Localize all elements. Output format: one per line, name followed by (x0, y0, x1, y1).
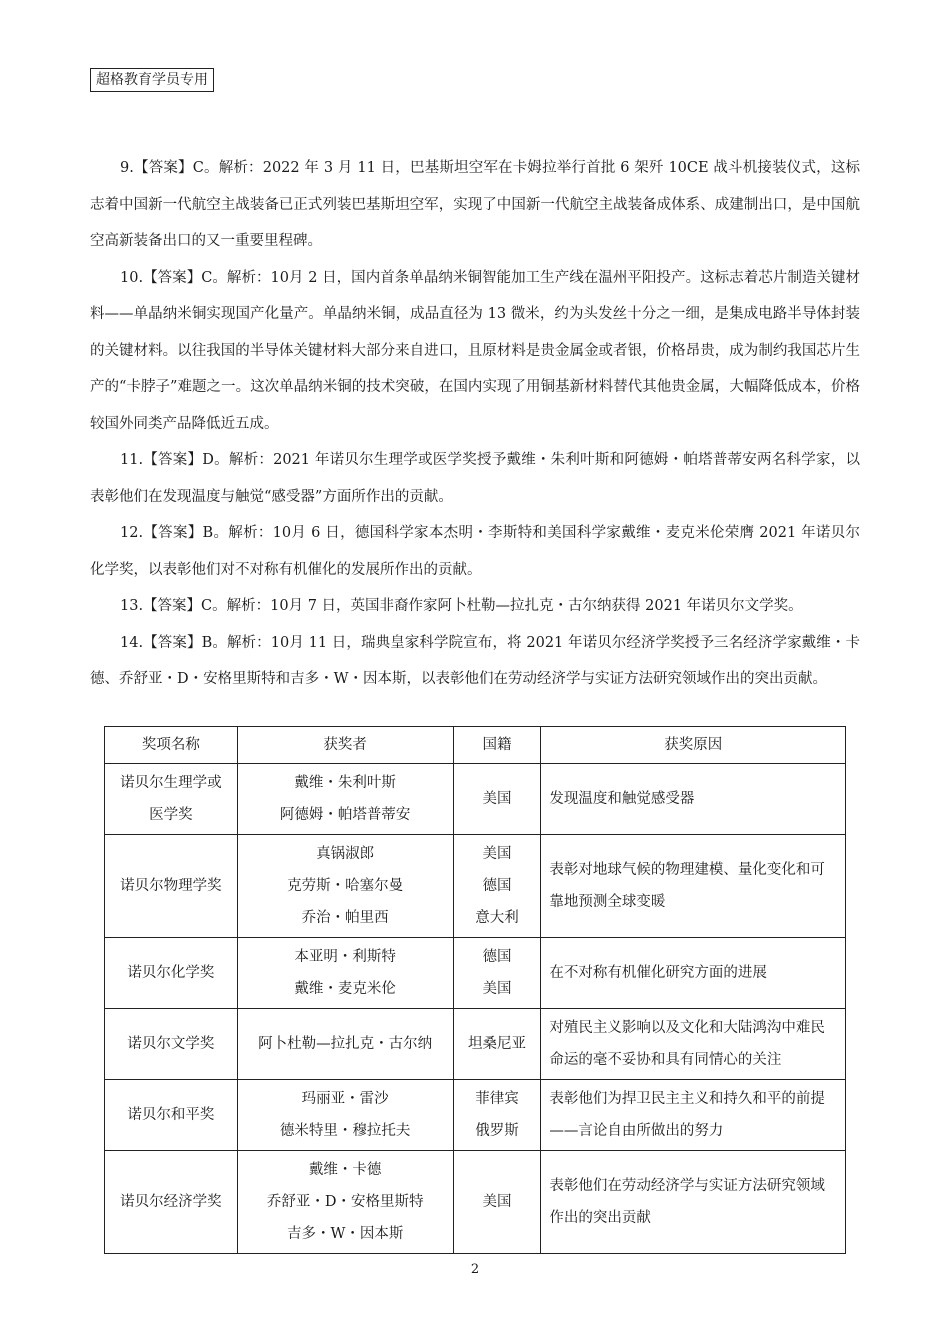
nationality: 美国 (482, 981, 512, 997)
column-header-nationality: 国籍 (453, 727, 541, 764)
answer-10: 10.【答案】C。解析：10月 2 日，国内首条单晶纳米铜智能加工生产线在温州平阳投产。这标志着芯片制造关键材料——单晶纳米铜实现国产化量产。单晶纳米铜，成品直径为 13 微米，约为头发丝十分之一细，是集成电路半导体封装的关键材料。以往我国的半导体关键材料大部分来自进口，且原材料是贵金属金或者银，价格昂贵，成为制约我国芯片生产的“卡脖子”难题之一。这次单晶纳米铜的技术突破，在国内实现了用铜基新材料替代其他贵金属，大幅降低成本，价格较国外同类产品降低近五成。 (90, 269, 860, 432)
answer-11: 11.【答案】D。解析：2021 年诺贝尔生理学或医学奖授予戴维・朱利叶斯和阿德姆・帕塔普蒂安两名科学家，以表彰他们在发现温度与触觉“感受器”方面所作出的贡献。 (90, 452, 860, 505)
award-name: 诺贝尔经济学奖 (105, 1151, 238, 1254)
winner: 克劳斯・哈塞尔曼 (287, 878, 404, 894)
page-number: 2 (470, 1262, 480, 1277)
winners-cell (237, 938, 453, 1009)
nationality-cell (453, 1151, 541, 1254)
nationality-cell (453, 1080, 541, 1151)
answer-9: 9.【答案】C。解析：2022 年 3 月 11 日，巴基斯坦空军在卡姆拉举行首批 6 架歼 10CE 战斗机接装仪式，这标志着中国新一代航空主战装备已正式列装巴基斯坦空军，实现了中国新一代航空主战装备成体系、成建制出口，是中国航空高新装备出口的又一重要里程碑。 (90, 160, 860, 249)
winner: 乔治・帕里西 (301, 910, 389, 926)
answer-12: 12.【答案】B。解析：10月 6 日，德国科学家本杰明・李斯特和美国科学家戴维・麦克米伦荣膺 2021 年诺贝尔化学奖，以表彰他们对不对称有机催化的发展所作出的贡献。 (90, 525, 860, 578)
award-name: 诺贝尔化学奖 (105, 938, 238, 1009)
award-name: 诺贝尔生理学或医学奖 (105, 764, 238, 835)
winner: 阿德姆・帕塔普蒂安 (279, 807, 411, 823)
award-reason: 发现温度和触觉感受器 (541, 764, 846, 835)
award-reason: 表彰他们在劳动经济学与实证方法研究领域作出的突出贡献 (541, 1151, 846, 1254)
nobel-prize-table (104, 726, 846, 1254)
nationality: 美国 (482, 791, 512, 807)
winner: 本亚明・利斯特 (294, 949, 396, 965)
winners-cell (237, 1151, 453, 1254)
winner: 吉多・W・因本斯 (286, 1226, 404, 1242)
answer-13: 13.【答案】C。解析：10月 7 日，英国非裔作家阿卜杜勒—拉扎克・古尔纳获得 2021 年诺贝尔文学奖。 (120, 598, 803, 614)
winner: 乔舒亚・D・安格里斯特 (266, 1194, 424, 1210)
answer-14: 14.【答案】B。解析：10月 11 日，瑞典皇家科学院宣布，将 2021 年诺贝尔经济学奖授予三名经济学家戴维・卡德、乔舒亚・D・安格里斯特和吉多・W・因本斯，以表彰他们在劳动经济学与实证方法研究领域作出的突出贡献。 (90, 634, 860, 687)
award-name: 诺贝尔和平奖 (105, 1080, 238, 1151)
winner: 玛丽亚・雷沙 (301, 1091, 389, 1107)
winners-cell (237, 1009, 453, 1080)
column-header-winners: 获奖者 (237, 727, 453, 764)
header-label: 超格教育学员专用 (90, 68, 214, 92)
table-row (105, 938, 846, 1009)
winners-cell (237, 764, 453, 835)
table-header-row (105, 727, 846, 764)
winners-cell (237, 1080, 453, 1151)
winner: 德米特里・穆拉托夫 (279, 1123, 411, 1139)
winner: 真锅淑郎 (316, 846, 375, 862)
nationality: 菲律宾 (475, 1091, 519, 1107)
award-reason: 对殖民主义影响以及文化和大陆鸿沟中难民命运的毫不妥协和具有同情心的关注 (541, 1009, 846, 1080)
award-reason: 在不对称有机催化研究方面的进展 (541, 938, 846, 1009)
nationality: 美国 (482, 846, 512, 862)
table-row (105, 1080, 846, 1151)
answer-list (90, 150, 860, 698)
nationality: 德国 (482, 949, 512, 965)
table-row (105, 835, 846, 938)
winners-cell (237, 835, 453, 938)
award-name: 诺贝尔物理学奖 (105, 835, 238, 938)
column-header-reason: 获奖原因 (541, 727, 846, 764)
nationality: 德国 (482, 878, 512, 894)
nationality: 意大利 (475, 910, 519, 926)
table-row (105, 764, 846, 835)
nationality-cell (453, 835, 541, 938)
winner: 戴维・卡德 (308, 1162, 382, 1178)
award-reason: 表彰对地球气候的物理建模、量化变化和可靠地预测全球变暖 (541, 835, 846, 938)
winner: 戴维・麦克米伦 (294, 981, 396, 997)
award-name: 诺贝尔文学奖 (105, 1009, 238, 1080)
table-row (105, 1151, 846, 1254)
award-reason: 表彰他们为捍卫民主主义和持久和平的前提——言论自由所做出的努力 (541, 1080, 846, 1151)
nationality: 美国 (482, 1194, 512, 1210)
nationality: 俄罗斯 (475, 1123, 519, 1139)
winner: 阿卜杜勒—拉扎克・古尔纳 (258, 1036, 433, 1052)
nationality-cell (453, 764, 541, 835)
table-row (105, 1009, 846, 1080)
nationality-cell (453, 938, 541, 1009)
winner: 戴维・朱利叶斯 (294, 775, 396, 791)
nationality: 坦桑尼亚 (467, 1036, 526, 1052)
column-header-award: 奖项名称 (105, 727, 238, 764)
nationality-cell (453, 1009, 541, 1080)
